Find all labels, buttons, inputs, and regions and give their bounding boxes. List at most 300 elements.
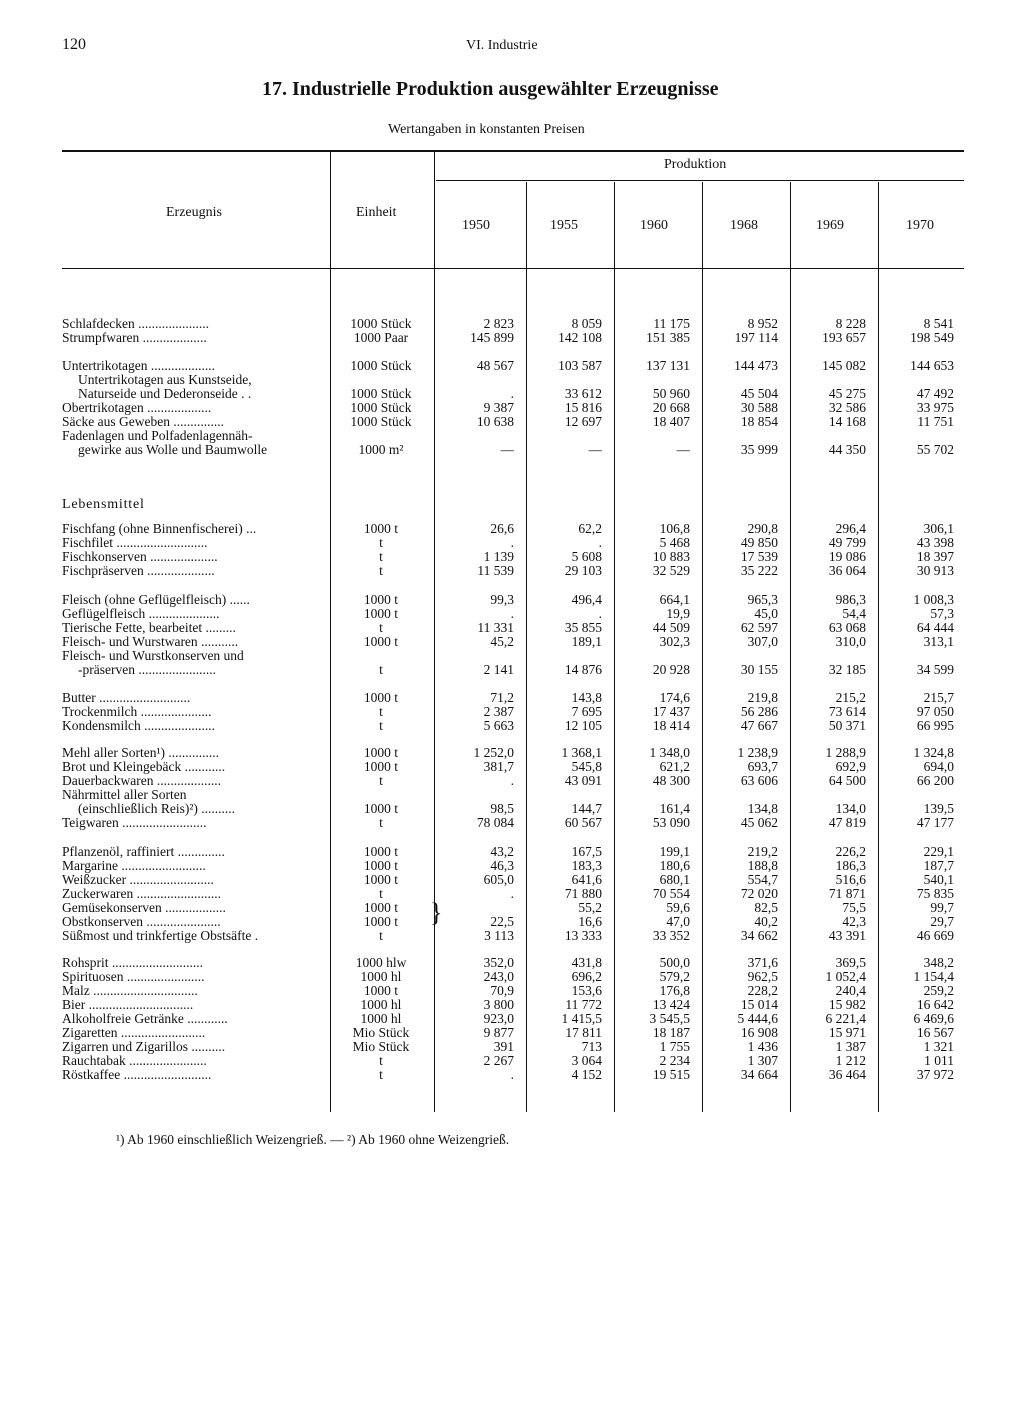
row-value-1955: 143,8	[571, 690, 602, 705]
row-value-1960: 19 515	[652, 1067, 690, 1082]
row-value-1955: 5 608	[571, 549, 602, 564]
row-value-1969: 75,5	[842, 900, 866, 915]
row-value-1970: 75 835	[916, 886, 954, 901]
row-product-name: Alkoholfreie Getränke ............	[62, 1011, 228, 1026]
year-header-1970: 1970	[906, 218, 934, 233]
row-value-1969: 226,2	[835, 844, 866, 859]
row-value-1969: 516,6	[835, 872, 866, 887]
table-row	[0, 649, 1024, 663]
row-product-name: Fischpräserven ....................	[62, 563, 215, 578]
table-row	[0, 550, 1024, 564]
row-value-1969: 36 064	[828, 563, 866, 578]
row-value-1968: 34 664	[740, 1067, 778, 1082]
row-value-1968: 219,8	[747, 690, 778, 705]
row-value-1969: 986,3	[835, 592, 866, 607]
row-value-1968: 307,0	[747, 634, 778, 649]
row-value-1950: 71,2	[490, 690, 514, 705]
row-product-name: Fleisch (ohne Geflügelfleisch) ......	[62, 592, 250, 607]
row-value-1955: 8 059	[571, 316, 602, 331]
row-product-name: Naturseide und Dederonseide . .	[78, 386, 252, 401]
row-value-1955: 496,4	[571, 592, 602, 607]
row-product-name: Weißzucker .........................	[62, 872, 214, 887]
row-product-name: Dauerbackwaren ...................	[62, 773, 221, 788]
row-unit: 1000 t	[363, 801, 399, 816]
row-product-name: Fadenlagen und Polfadenlagennäh-	[62, 428, 253, 443]
row-unit: t	[379, 773, 383, 788]
row-product-name: Rohsprit ...........................	[62, 955, 204, 970]
row-value-1968: 47 667	[740, 718, 778, 733]
row-value-1968: 34 662	[740, 928, 778, 943]
table-row	[0, 845, 1024, 859]
row-value-1950: 45,2	[490, 634, 514, 649]
row-value-1969: 240,4	[835, 983, 866, 998]
row-value-1950: 2 267	[483, 1053, 514, 1068]
row-unit: t	[379, 535, 383, 550]
table-row	[0, 873, 1024, 887]
row-product-name: Rauchtabak .......................	[62, 1053, 207, 1068]
row-value-1950: 46,3	[490, 858, 514, 873]
row-value-1969: 6 221,4	[825, 1011, 866, 1026]
row-value-1960: 17 437	[652, 704, 690, 719]
row-value-1960: 18 414	[652, 718, 690, 733]
row-value-1969: 310,0	[835, 634, 866, 649]
row-value-1969: 32 185	[828, 662, 866, 677]
table-row	[0, 522, 1024, 536]
row-value-1970: 215,7	[923, 690, 954, 705]
row-value-1955: 545,8	[571, 759, 602, 774]
row-unit: t	[379, 549, 383, 564]
row-value-1950: 3 113	[484, 928, 514, 943]
row-value-1960: 1 348,0	[649, 745, 690, 760]
row-unit: 1000 hl	[360, 1011, 402, 1026]
row-value-1960: 44 509	[652, 620, 690, 635]
table-row	[0, 387, 1024, 401]
page-number: 120	[62, 36, 86, 53]
row-value-1955: 189,1	[571, 634, 602, 649]
row-value-1950: 923,0	[483, 1011, 514, 1026]
footnote: ¹) Ab 1960 einschließlich Weizengrieß. — ²) Ab 1960 ohne Weizengrieß.	[116, 1132, 510, 1147]
row-value-1970: 57,3	[930, 606, 954, 621]
row-value-1970: 313,1	[923, 634, 954, 649]
row-value-1955: 33 612	[564, 386, 602, 401]
row-value-1960: 48 300	[652, 773, 690, 788]
row-value-1970: 348,2	[923, 955, 954, 970]
row-value-1960: 161,4	[659, 801, 690, 816]
row-value-1969: 296,4	[835, 521, 866, 536]
table-row	[0, 719, 1024, 733]
row-unit: t	[379, 1067, 383, 1082]
row-value-1955: 29 103	[564, 563, 602, 578]
table-row	[0, 788, 1024, 802]
row-value-1970: 30 913	[916, 563, 954, 578]
table-row	[0, 929, 1024, 943]
row-value-1968: 134,8	[747, 801, 778, 816]
row-unit: t	[379, 1053, 383, 1068]
row-product-name: Brot und Kleingebäck ............	[62, 759, 226, 774]
row-product-name: Süßmost und trinkfertige Obstsäfte .	[62, 928, 259, 943]
row-value-1969: 14 168	[828, 414, 866, 429]
row-value-1960: 621,2	[659, 759, 690, 774]
row-value-1950: 605,0	[483, 872, 514, 887]
row-value-1960: 18 407	[652, 414, 690, 429]
row-value-1968: 35 999	[740, 442, 778, 457]
row-value-1968: 188,8	[747, 858, 778, 873]
row-value-1950: 43,2	[490, 844, 514, 859]
row-value-1970: 97 050	[916, 704, 954, 719]
table-row	[0, 970, 1024, 984]
row-value-1969: 47 819	[828, 815, 866, 830]
row-product-name: Strumpfwaren ...................	[62, 330, 207, 345]
year-header-1969: 1969	[816, 218, 844, 233]
row-product-name: Fischfilet ...........................	[62, 535, 208, 550]
row-value-1960: —	[676, 442, 690, 457]
table-row	[0, 621, 1024, 635]
row-value-1968: 1 436	[747, 1039, 778, 1054]
table-subtitle: Wertangaben in konstanten Preisen	[388, 122, 585, 137]
row-value-1950: 78 084	[476, 815, 514, 830]
row-value-1960: 106,8	[659, 521, 690, 536]
row-value-1950: 70,9	[490, 983, 514, 998]
row-value-1955: 71 880	[564, 886, 602, 901]
row-value-1960: 53 090	[652, 815, 690, 830]
row-unit: 1000 t	[363, 858, 399, 873]
row-value-1960: 47,0	[666, 914, 690, 929]
row-value-1950: 2 141	[483, 662, 514, 677]
row-value-1970: 229,1	[923, 844, 954, 859]
row-product-name: Zigaretten .........................	[62, 1025, 206, 1040]
row-value-1950: 11 331	[477, 620, 514, 635]
row-product-name: -präserven .......................	[78, 662, 216, 677]
row-product-name: Obstkonserven ......................	[62, 914, 221, 929]
row-value-1968: 962,5	[747, 969, 778, 984]
row-value-1955: 15 816	[564, 400, 602, 415]
row-value-1970: 66 995	[916, 718, 954, 733]
row-value-1950: .	[510, 535, 514, 550]
row-value-1955: .	[598, 606, 602, 621]
row-value-1955: 60 567	[564, 815, 602, 830]
row-value-1950: 11 539	[477, 563, 514, 578]
row-unit: 1000 t	[363, 900, 399, 915]
row-value-1955: 153,6	[571, 983, 602, 998]
row-value-1950: .	[510, 773, 514, 788]
row-product-name: Mehl aller Sorten¹) ...............	[62, 745, 220, 760]
row-value-1969: 15 971	[828, 1025, 866, 1040]
row-value-1968: 371,6	[747, 955, 778, 970]
row-value-1955: 14 876	[564, 662, 602, 677]
row-value-1969: 1 387	[835, 1039, 866, 1054]
row-value-1955: 183,3	[571, 858, 602, 873]
row-value-1969: 369,5	[835, 955, 866, 970]
table-row	[0, 635, 1024, 649]
row-value-1960: 176,8	[659, 983, 690, 998]
row-value-1968: 45,0	[754, 606, 778, 621]
row-value-1955: 11 772	[565, 997, 602, 1012]
row-value-1950: 48 567	[476, 358, 514, 373]
row-product-name: Schlafdecken .....................	[62, 316, 209, 331]
row-value-1960: 33 352	[652, 928, 690, 943]
row-value-1950: .	[510, 386, 514, 401]
row-value-1960: 137 131	[646, 358, 690, 373]
section-heading: VI. Industrie	[466, 38, 538, 53]
row-product-name: Untertrikotagen ...................	[62, 358, 215, 373]
row-value-1968: 197 114	[734, 330, 778, 345]
table-row	[0, 564, 1024, 578]
row-value-1969: 63 068	[828, 620, 866, 635]
row-value-1969: 1 288,9	[825, 745, 866, 760]
row-value-1960: 50 960	[652, 386, 690, 401]
row-value-1955: 1 415,5	[561, 1011, 602, 1026]
row-unit: 1000 Stück	[350, 316, 412, 331]
row-value-1960: 500,0	[659, 955, 690, 970]
table-row	[0, 760, 1024, 774]
row-value-1950: 2 387	[483, 704, 514, 719]
row-value-1968: 35 222	[740, 563, 778, 578]
table-row	[0, 691, 1024, 705]
row-value-1970: 37 972	[916, 1067, 954, 1082]
row-product-name: Margarine .........................	[62, 858, 206, 873]
row-value-1955: 144,7	[571, 801, 602, 816]
table-row	[0, 1068, 1024, 1082]
row-unit: t	[379, 928, 383, 943]
table-row	[0, 1054, 1024, 1068]
row-value-1970: 66 200	[916, 773, 954, 788]
row-value-1969: 19 086	[828, 549, 866, 564]
row-value-1969: 32 586	[828, 400, 866, 415]
row-product-name: gewirke aus Wolle und Baumwolle	[78, 442, 268, 457]
row-product-name: Malz ...............................	[62, 983, 198, 998]
row-unit: 1000 t	[363, 690, 399, 705]
top-rule	[62, 150, 964, 152]
row-value-1950: 352,0	[483, 955, 514, 970]
row-product-name: Trockenmilch .....................	[62, 704, 212, 719]
row-value-1955: 43 091	[564, 773, 602, 788]
row-value-1955: 17 811	[565, 1025, 602, 1040]
row-value-1969: 193 657	[822, 330, 866, 345]
row-value-1969: 54,4	[842, 606, 866, 621]
row-product-name: Nährmittel aller Sorten	[62, 787, 187, 802]
row-unit: 1000 Paar	[353, 330, 409, 345]
row-product-name: Geflügelfleisch .....................	[62, 606, 220, 621]
row-product-name: Fischkonserven ....................	[62, 549, 218, 564]
row-value-1968: 30 588	[740, 400, 778, 415]
column-header-production: Produktion	[664, 157, 727, 172]
row-value-1968: 45 504	[740, 386, 778, 401]
row-unit: t	[379, 718, 383, 733]
row-value-1968: 49 850	[740, 535, 778, 550]
table-row	[0, 443, 1024, 457]
row-value-1960: 20 928	[652, 662, 690, 677]
table-row	[0, 663, 1024, 677]
row-value-1969: 43 391	[828, 928, 866, 943]
row-value-1950: 381,7	[483, 759, 514, 774]
row-value-1960: 19,9	[666, 606, 690, 621]
row-value-1970: 64 444	[916, 620, 954, 635]
row-value-1960: 13 424	[652, 997, 690, 1012]
row-value-1960: 18 187	[652, 1025, 690, 1040]
row-value-1950: .	[510, 606, 514, 621]
row-value-1955: 696,2	[571, 969, 602, 984]
row-product-name: Butter ...........................	[62, 690, 191, 705]
row-value-1960: 302,3	[659, 634, 690, 649]
row-value-1960: 59,6	[666, 900, 690, 915]
row-value-1970: 1 008,3	[913, 592, 954, 607]
row-value-1968: 17 539	[740, 549, 778, 564]
row-value-1950: 145 899	[470, 330, 514, 345]
row-value-1950: 9 387	[483, 400, 514, 415]
row-value-1950: 26,6	[490, 521, 514, 536]
row-product-name: (einschließlich Reis)²) ..........	[78, 801, 236, 816]
row-product-name: Fleisch- und Wurstwaren ...........	[62, 634, 239, 649]
table-row	[0, 373, 1024, 387]
row-value-1968: 290,8	[747, 521, 778, 536]
row-value-1968: 45 062	[740, 815, 778, 830]
table-row	[0, 1012, 1024, 1026]
row-value-1950: 1 139	[483, 549, 514, 564]
row-unit: 1000 m²	[358, 442, 404, 457]
row-value-1968: 40,2	[754, 914, 778, 929]
row-value-1968: 56 286	[740, 704, 778, 719]
row-value-1970: 1 321	[923, 1039, 954, 1054]
row-value-1955: 55,2	[578, 900, 602, 915]
production-rule	[436, 180, 964, 181]
row-value-1950: 5 663	[483, 718, 514, 733]
table-row	[0, 956, 1024, 970]
row-value-1968: 144 473	[734, 358, 778, 373]
row-value-1960: 180,6	[659, 858, 690, 873]
row-value-1955: —	[588, 442, 602, 457]
table-row	[0, 429, 1024, 443]
row-value-1955: 4 152	[571, 1067, 602, 1082]
row-value-1960: 1 755	[659, 1039, 690, 1054]
row-value-1970: 99,7	[930, 900, 954, 915]
row-value-1950: 99,3	[490, 592, 514, 607]
row-value-1950: .	[510, 886, 514, 901]
row-value-1968: 72 020	[740, 886, 778, 901]
table-row	[0, 859, 1024, 873]
row-product-name: Untertrikotagen aus Kunstseide,	[78, 372, 252, 387]
row-value-1968: 5 444,6	[737, 1011, 778, 1026]
row-value-1960: 70 554	[652, 886, 690, 901]
row-unit: Mio Stück	[352, 1039, 410, 1054]
row-unit: 1000 hlw	[355, 955, 407, 970]
row-value-1969: 45 275	[828, 386, 866, 401]
row-value-1950: 391	[493, 1039, 514, 1054]
table-row	[0, 774, 1024, 788]
row-unit: 1000 t	[363, 914, 399, 929]
row-unit: 1000 t	[363, 872, 399, 887]
row-value-1969: 145 082	[822, 358, 866, 373]
row-value-1969: 15 982	[828, 997, 866, 1012]
row-value-1969: 186,3	[835, 858, 866, 873]
row-value-1970: 55 702	[916, 442, 954, 457]
row-product-name: Zigarren und Zigarillos ..........	[62, 1039, 226, 1054]
row-value-1969: 36 464	[828, 1067, 866, 1082]
row-value-1968: 554,7	[747, 872, 778, 887]
row-value-1970: 29,7	[930, 914, 954, 929]
row-product-name: Kondensmilch .....................	[62, 718, 215, 733]
row-value-1970: 34 599	[916, 662, 954, 677]
row-unit: 1000 Stück	[350, 386, 412, 401]
row-value-1955: 13 333	[564, 928, 602, 943]
row-value-1950: 22,5	[490, 914, 514, 929]
table-row	[0, 331, 1024, 345]
row-product-name: Zuckerwaren .........................	[62, 886, 221, 901]
row-value-1955: 142 108	[558, 330, 602, 345]
table-row	[0, 816, 1024, 830]
row-value-1955: 1 368,1	[561, 745, 602, 760]
column-header-unit: Einheit	[356, 205, 397, 220]
row-value-1970: 8 541	[923, 316, 954, 331]
row-value-1970: 18 397	[916, 549, 954, 564]
row-value-1960: 11 175	[653, 316, 690, 331]
group-heading-food: Lebensmittel	[62, 497, 145, 512]
row-value-1970: 11 751	[917, 414, 954, 429]
row-unit: 1000 t	[363, 634, 399, 649]
row-value-1970: 139,5	[923, 801, 954, 816]
row-value-1970: 33 975	[916, 400, 954, 415]
row-value-1970: 47 492	[916, 386, 954, 401]
table-row	[0, 607, 1024, 621]
table-row	[0, 746, 1024, 760]
table-title: 17. Industrielle Produktion ausgewählter Erzeugnisse	[262, 78, 719, 100]
table-row	[0, 593, 1024, 607]
row-value-1968: 1 307	[747, 1053, 778, 1068]
row-unit: 1000 t	[363, 592, 399, 607]
header-bottom-rule	[62, 268, 964, 269]
row-value-1969: 42,3	[842, 914, 866, 929]
row-value-1970: 1 324,8	[913, 745, 954, 760]
row-unit: 1000 Stück	[350, 400, 412, 415]
row-value-1968: 15 014	[740, 997, 778, 1012]
row-value-1969: 692,9	[835, 759, 866, 774]
row-value-1970: 306,1	[923, 521, 954, 536]
row-value-1950: 1 252,0	[473, 745, 514, 760]
row-value-1950: 98,5	[490, 801, 514, 816]
row-product-name: Gemüsekonserven ..................	[62, 900, 226, 915]
row-product-name: Teigwaren .........................	[62, 815, 207, 830]
row-value-1969: 215,2	[835, 690, 866, 705]
row-value-1960: 680,1	[659, 872, 690, 887]
table-row	[0, 915, 1024, 929]
row-value-1968: 63 606	[740, 773, 778, 788]
row-value-1969: 71 871	[828, 886, 866, 901]
row-product-name: Fleisch- und Wurstkonserven und	[62, 648, 244, 663]
row-value-1955: 713	[581, 1039, 602, 1054]
row-value-1960: 3 545,5	[649, 1011, 690, 1026]
row-unit: Mio Stück	[352, 1025, 410, 1040]
row-value-1969: 1 052,4	[825, 969, 866, 984]
row-value-1955: 16,6	[578, 914, 602, 929]
row-product-name: Säcke aus Geweben ...............	[62, 414, 224, 429]
row-value-1955: 3 064	[571, 1053, 602, 1068]
year-header-1960: 1960	[640, 218, 668, 233]
row-value-1970: 47 177	[916, 815, 954, 830]
row-unit: 1000 hl	[360, 969, 402, 984]
row-value-1955: 7 695	[571, 704, 602, 719]
row-value-1950: —	[500, 442, 514, 457]
table-row	[0, 317, 1024, 331]
row-product-name: Fischfang (ohne Binnenfischerei) ...	[62, 521, 257, 536]
row-value-1970: 6 469,6	[913, 1011, 954, 1026]
table-row	[0, 401, 1024, 415]
row-value-1969: 8 228	[835, 316, 866, 331]
row-unit: t	[379, 704, 383, 719]
table-row	[0, 887, 1024, 901]
table-row	[0, 415, 1024, 429]
table-row	[0, 359, 1024, 373]
table-row	[0, 536, 1024, 550]
row-value-1968: 693,7	[747, 759, 778, 774]
